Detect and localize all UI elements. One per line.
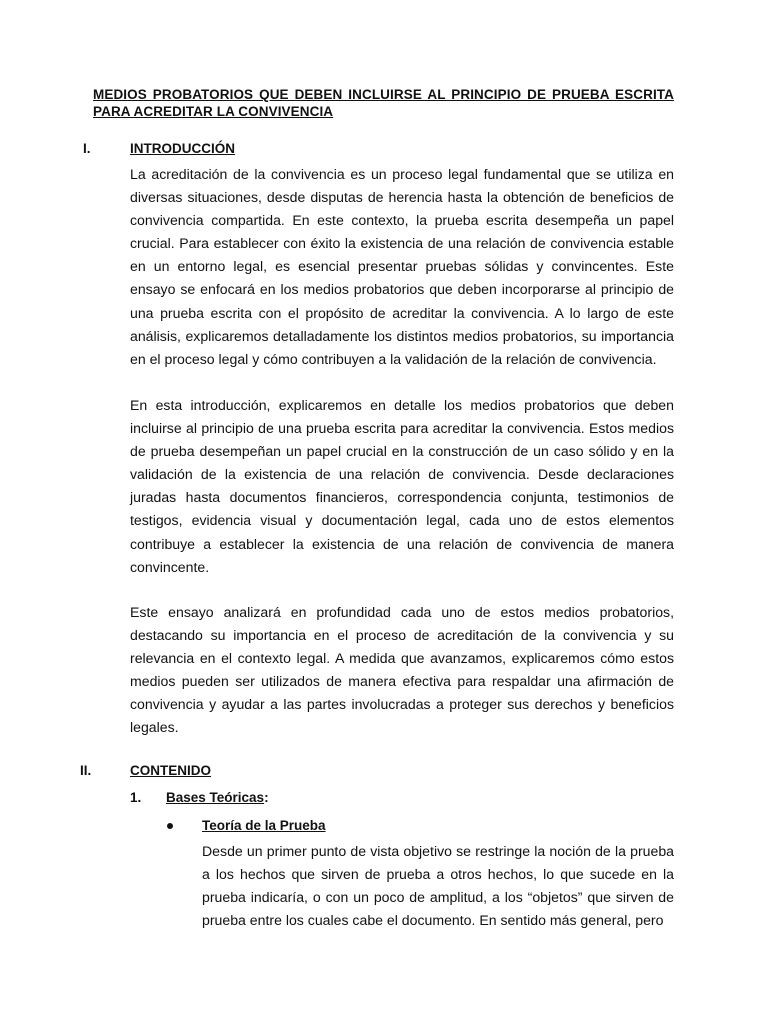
- subsection-1-title: [166, 789, 269, 806]
- section-2-heading: CONTENIDO: [130, 763, 211, 778]
- subsection-1-heading: Bases Teóricas: [166, 790, 265, 805]
- subsection-1-colon: :: [264, 790, 269, 805]
- theory-paragraph: Desde un primer punto de vista objetivo se restringe la noción de la prueba a los hechos que sirven de prueba a otros hechos, lo que sucede en la prueba indicaría, o con un poco de amplitud, a los “objetos” que sirven de prueba entre los cuales cabe el documento. En sentido más general, pero: [202, 843, 674, 929]
- intro-paragraph-3: Este ensayo analizará en profundidad cada uno de estos medios probatorios, destacando su importancia en el proceso de acreditación de la convivencia y su relevancia en el contexto legal. A medida que avanzamos, explicaremos cómo estos medios pueden ser utilizados de manera efectiva para respaldar una afirmación de convivencia y ayudar a las partes involucradas a proteger sus derechos y beneficios legales.: [130, 604, 674, 736]
- intro-paragraph-2: En esta introducción, explicaremos en detalle los medios probatorios que deben incluirse al principio de una prueba escrita para acreditar la convivencia. Estos medios de prueba desempeñan un papel crucial en la construcción de un caso sólido y en la validación de la existencia de una relación de convivencia. Desde declaraciones juradas hasta documentos financieros, correspondencia conjunta, testimonios de testigos, evidencia visual y documentación legal, cada uno de estos elementos contribuye a establecer la existencia de una relación de convivencia de manera convincente.: [130, 397, 674, 575]
- section-1-number: I.: [83, 141, 91, 156]
- subsection-1-number: 1.: [130, 790, 142, 805]
- document-title: MEDIOS PROBATORIOS QUE DEBEN INCLUIRSE AL PRINCIPIO DE PRUEBA ESCRITA PARA ACREDITAR LA CONVIVENCIA: [93, 87, 674, 119]
- section-2-number: II.: [80, 763, 92, 778]
- section-1-heading: INTRODUCCIÓN: [130, 141, 235, 156]
- bullet-heading: Teoría de la Prueba: [202, 818, 326, 833]
- bullet-dot: [167, 823, 173, 829]
- intro-paragraph-1: La acreditación de la convivencia es un proceso legal fundamental que se utiliza en diversas situaciones, desde disputas de herencia hasta la obtención de beneficios de convivencia compartida. En este contexto, la prueba escrita desempeña un papel crucial. Para establecer con éxito la existencia de una relación de convivencia estable en un entorno legal, es esencial presentar pruebas sólidas y convincentes. Este ensayo se enfocará en los medios probatorios que deben incorporarse al principio de una prueba escrita con el propósito de acreditar la convivencia. A lo largo de este análisis, explicaremos detalladamente los distintos medios probatorios, su importancia en el proceso legal y cómo contribuyen a la validación de la relación de convivencia.: [130, 166, 674, 367]
